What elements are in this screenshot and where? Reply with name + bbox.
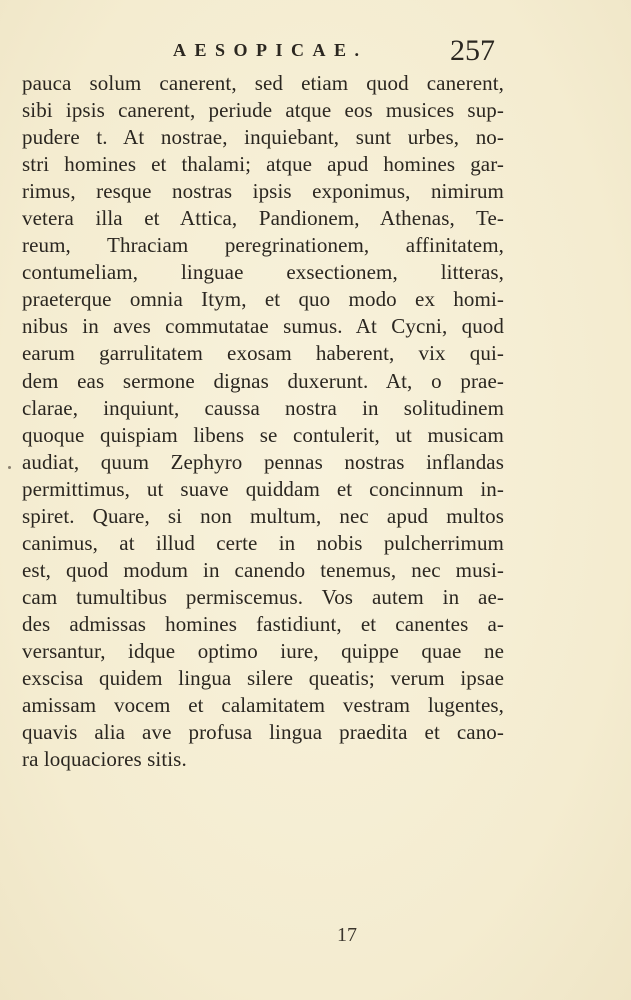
text-line: sibi ipsis canerent, periude atque eos musices sup- (22, 98, 504, 123)
text-line: reum, Thraciam peregrinationem, affinitatem, (22, 233, 504, 258)
text-line: clarae, inquiunt, caussa nostra in solitudinem (22, 395, 504, 420)
text-line: cam tumultibus permiscemus. Vos autem in ae- (22, 584, 504, 609)
text-line: spiret. Quare, si non multum, nec apud multos (22, 503, 504, 528)
text-line: pauca solum canerent, sed etiam quod canerent, (22, 71, 504, 95)
text-line: stri homines et thalami; atque apud homines gar- (22, 152, 504, 177)
margin-mark (8, 466, 11, 469)
text-line: est, quod modum in canendo tenemus, nec musi- (22, 557, 504, 582)
text-line: earum garrulitatem exosam haberent, vix qui- (22, 341, 504, 366)
text-line: exscisa quidem lingua silere queatis; verum ipsae (22, 666, 504, 691)
text-line: contumeliam, linguae exsectionem, litteras, (22, 260, 504, 285)
running-head (0, 34, 631, 74)
text-line: quavis alia ave profusa lingua praedita et cano- (22, 720, 504, 745)
text-line: dem eas sermone dignas duxerunt. At, o prae- (22, 368, 504, 393)
text-line: des admissas homines fastidiunt, et canentes a- (22, 611, 504, 636)
text-line: audiat, quum Zephyro pennas nostras inflandas (22, 449, 504, 474)
text-line: pudere t. At nostrae, inquiebant, sunt urbes, no- (22, 125, 504, 150)
running-title: AESOPICAE. (173, 40, 368, 60)
text-line: amissam vocem et calamitatem vestram lugentes, (22, 693, 504, 718)
signature-mark: 17 (337, 924, 357, 946)
text-line: canimus, at illud certe in nobis pulcherrimum (22, 530, 504, 555)
body-text (22, 70, 504, 773)
text-line: ra loquaciores sitis. (22, 747, 187, 772)
text-line: versantur, idque optimo iure, quippe quae ne (22, 638, 504, 663)
text-line: vetera illa et Attica, Pandionem, Athenas, Te- (22, 206, 504, 231)
text-line: nibus in aves commutatae sumus. At Cycni, quod (22, 314, 504, 339)
text-line: rimus, resque nostras ipsis exponimus, nimirum (22, 179, 504, 204)
text-line: praeterque omnia Itym, et quo modo ex homi- (22, 287, 504, 312)
page-number: 257 (450, 34, 495, 67)
text-line: quoque quispiam libens se contulerit, ut musicam (22, 422, 504, 447)
text-line: permittimus, ut suave quiddam et concinnum in- (22, 476, 504, 501)
